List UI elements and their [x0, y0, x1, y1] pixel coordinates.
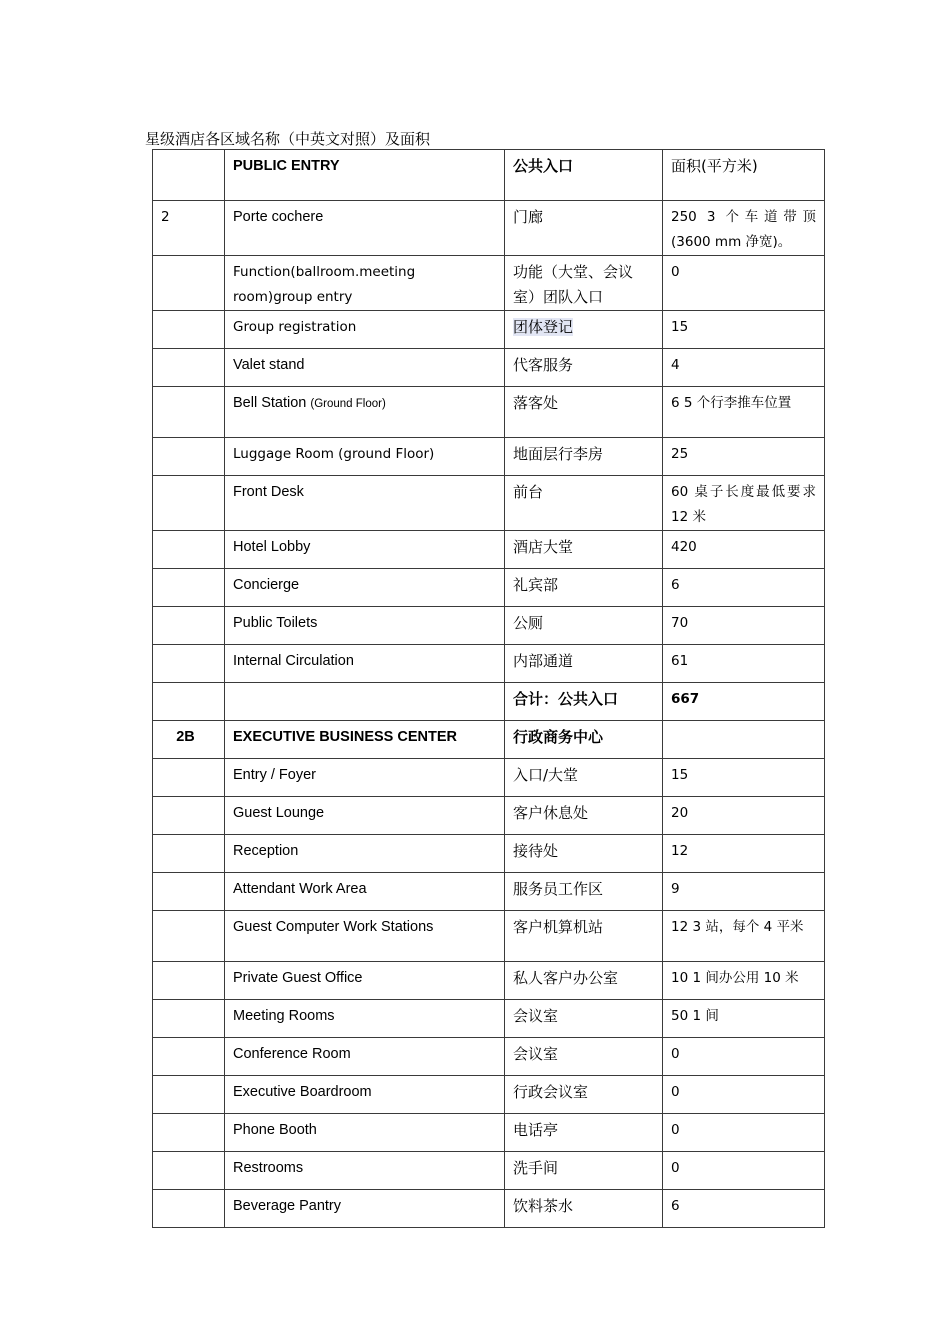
header-no-cell [153, 150, 225, 201]
row-area-cell: 0 [663, 1152, 825, 1190]
row-area-cell: 70 [663, 607, 825, 645]
row-zh-cell: 服务员工作区 [505, 873, 663, 911]
area-table [152, 149, 825, 1228]
row-no-cell [153, 1000, 225, 1038]
row-zh-cell: 功能（大堂、会议室）团队入口 [505, 256, 663, 311]
row-no-cell [153, 387, 225, 438]
row-en-note: (Ground Floor) [310, 398, 386, 410]
row-zh-cell: 门廊 [505, 201, 663, 256]
row-area-cell: 60 桌子长度最低要求 12 米 [663, 476, 825, 531]
row-en-cell: Public Toilets [225, 607, 505, 645]
subtotal-row [153, 683, 825, 721]
row-zh-cell: 内部通道 [505, 645, 663, 683]
table-row [153, 569, 825, 607]
row-area-cell: 15 [663, 311, 825, 349]
row-zh-cell: 代客服务 [505, 349, 663, 387]
row-en-cell: Hotel Lobby [225, 531, 505, 569]
header-zh-cell: 公共入口 [505, 150, 663, 201]
row-en-cell: Restrooms [225, 1152, 505, 1190]
row-no-cell [153, 1114, 225, 1152]
table-row [153, 645, 825, 683]
table-row [153, 311, 825, 349]
row-area-cell: 61 [663, 645, 825, 683]
row-no-cell [153, 797, 225, 835]
row-en-cell: Concierge [225, 569, 505, 607]
table-row [153, 256, 825, 311]
row-no-cell [153, 911, 225, 962]
row-en-cell: Guest Computer Work Stations [225, 911, 505, 962]
row-en-cell [225, 387, 505, 438]
row-en-cell: Front Desk [225, 476, 505, 531]
row-en-cell: Private Guest Office [225, 962, 505, 1000]
subtotal-area-cell: 667 [663, 683, 825, 721]
row-zh-cell: 客户机算机站 [505, 911, 663, 962]
row-zh-cell: 会议室 [505, 1038, 663, 1076]
section-area-cell [663, 721, 825, 759]
row-zh-cell: 私人客户办公室 [505, 962, 663, 1000]
row-no-cell [153, 531, 225, 569]
highlighted-text: 团体登记 [513, 318, 574, 336]
row-en-cell: Porte cochere [225, 201, 505, 256]
table-row [153, 476, 825, 531]
row-en-cell: Attendant Work Area [225, 873, 505, 911]
row-area-cell: 10 1 间办公用 10 米 [663, 962, 825, 1000]
section-zh-cell: 行政商务中心 [505, 721, 663, 759]
row-no-cell [153, 311, 225, 349]
row-area-cell: 0 [663, 256, 825, 311]
row-zh-cell: 落客处 [505, 387, 663, 438]
row-en-cell: Conference Room [225, 1038, 505, 1076]
table-row [153, 607, 825, 645]
row-zh-cell: 前台 [505, 476, 663, 531]
row-no-cell [153, 476, 225, 531]
row-area-cell: 25 [663, 438, 825, 476]
row-area-cell: 250 3 个车道带顶 (3600 mm 净宽)。 [663, 201, 825, 256]
row-no-cell [153, 438, 225, 476]
row-zh-cell: 礼宾部 [505, 569, 663, 607]
table-row [153, 759, 825, 797]
subtotal-en-cell [225, 683, 505, 721]
row-area-cell: 0 [663, 1114, 825, 1152]
row-zh-cell: 电话亭 [505, 1114, 663, 1152]
row-zh-cell: 洗手间 [505, 1152, 663, 1190]
section-no-cell: 2B [153, 721, 225, 759]
subtotal-label-cell: 合计：公共入口 [505, 683, 663, 721]
row-no-cell [153, 1190, 225, 1228]
row-area-cell: 15 [663, 759, 825, 797]
row-area-cell: 6 [663, 569, 825, 607]
row-area-cell: 12 [663, 835, 825, 873]
row-no-cell [153, 962, 225, 1000]
row-zh-cell: 公厕 [505, 607, 663, 645]
row-area-cell: 4 [663, 349, 825, 387]
table-row [153, 835, 825, 873]
row-en-cell: Phone Booth [225, 1114, 505, 1152]
row-zh-cell: 饮料茶水 [505, 1190, 663, 1228]
row-no-cell [153, 569, 225, 607]
header-en-cell: PUBLIC ENTRY [225, 150, 505, 201]
table-row [153, 1114, 825, 1152]
row-zh-cell [505, 311, 663, 349]
table-row [153, 873, 825, 911]
row-zh-cell: 酒店大堂 [505, 531, 663, 569]
row-en-cell: Reception [225, 835, 505, 873]
row-en-cell: Internal Circulation [225, 645, 505, 683]
row-area-cell: 6 5 个行李推车位置 [663, 387, 825, 438]
table-header-row [153, 150, 825, 201]
table-row [153, 1038, 825, 1076]
row-zh-cell: 地面层行李房 [505, 438, 663, 476]
row-zh-cell: 客户休息处 [505, 797, 663, 835]
section-header-row [153, 721, 825, 759]
row-no-cell [153, 349, 225, 387]
table-row [153, 797, 825, 835]
row-no-cell [153, 759, 225, 797]
table-row [153, 349, 825, 387]
section-en-cell: EXECUTIVE BUSINESS CENTER [225, 721, 505, 759]
table-row [153, 1076, 825, 1114]
table-row [153, 1000, 825, 1038]
row-no-cell [153, 873, 225, 911]
row-en-cell: Guest Lounge [225, 797, 505, 835]
table-row [153, 531, 825, 569]
row-no-cell [153, 1038, 225, 1076]
subtotal-no-cell [153, 683, 225, 721]
table-row [153, 201, 825, 256]
row-area-cell: 9 [663, 873, 825, 911]
row-en-cell: Luggage Room (ground Floor) [225, 438, 505, 476]
table-row [153, 1152, 825, 1190]
row-en-text: Bell Station [233, 395, 307, 411]
row-en-cell: Function(ballroom.meeting room)group entry [225, 256, 505, 311]
row-no-cell [153, 1152, 225, 1190]
row-en-cell: Executive Boardroom [225, 1076, 505, 1114]
header-area-cell: 面积(平方米) [663, 150, 825, 201]
row-area-cell: 6 [663, 1190, 825, 1228]
table-row [153, 911, 825, 962]
document-title: 星级酒店各区域名称（中英文对照）及面积 [145, 130, 431, 148]
row-zh-cell: 接待处 [505, 835, 663, 873]
row-zh-cell: 会议室 [505, 1000, 663, 1038]
row-no-cell [153, 835, 225, 873]
table-row [153, 387, 825, 438]
row-no-cell [153, 1076, 225, 1114]
row-no-cell [153, 607, 225, 645]
row-no-cell: 2 [153, 201, 225, 256]
row-area-cell: 20 [663, 797, 825, 835]
row-area-cell: 0 [663, 1076, 825, 1114]
row-area-cell: 0 [663, 1038, 825, 1076]
row-en-cell: Meeting Rooms [225, 1000, 505, 1038]
row-no-cell [153, 256, 225, 311]
table-row [153, 1190, 825, 1228]
row-en-cell: Valet stand [225, 349, 505, 387]
table-row [153, 438, 825, 476]
row-area-cell: 12 3 站，每个 4 平米 [663, 911, 825, 962]
row-en-cell: Beverage Pantry [225, 1190, 505, 1228]
row-area-cell: 50 1 间 [663, 1000, 825, 1038]
row-no-cell [153, 645, 225, 683]
row-zh-cell: 行政会议室 [505, 1076, 663, 1114]
table-row [153, 962, 825, 1000]
row-area-cell: 420 [663, 531, 825, 569]
row-en-cell: Group registration [225, 311, 505, 349]
row-en-cell: Entry / Foyer [225, 759, 505, 797]
row-zh-cell: 入口/大堂 [505, 759, 663, 797]
